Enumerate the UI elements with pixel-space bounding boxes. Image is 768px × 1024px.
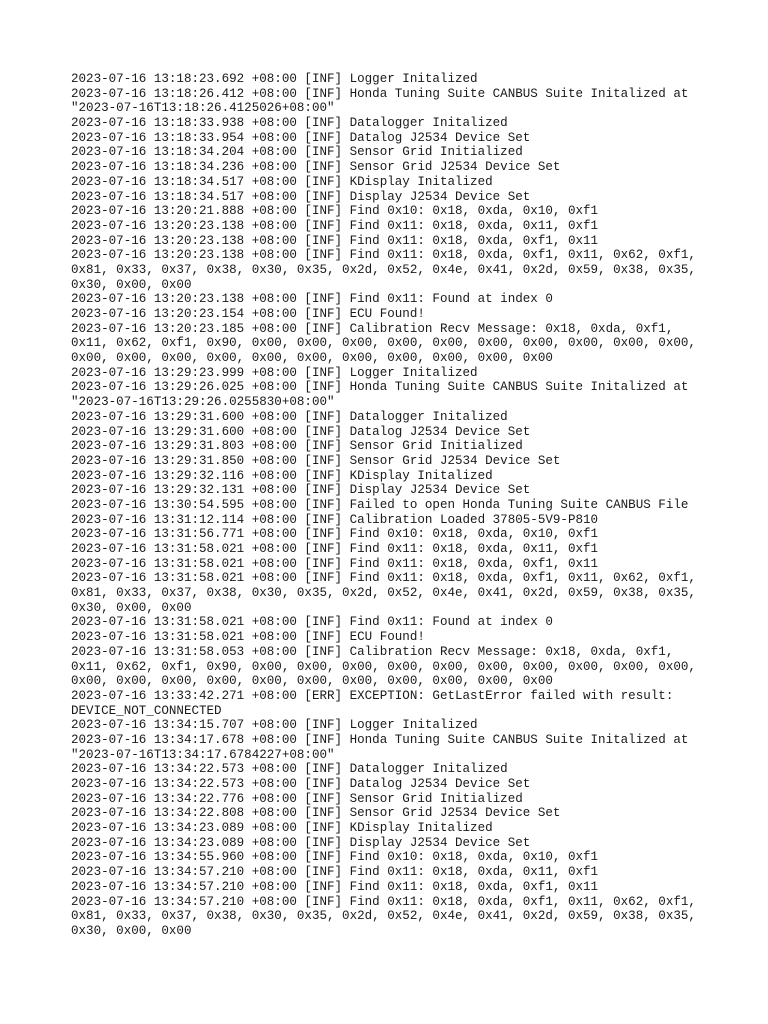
log-line: 2023-07-16 13:31:12.114 +08:00 [INF] Calibration Loaded 37805-5V9-P810 bbox=[71, 512, 599, 527]
log-line: 2023-07-16 13:29:32.116 +08:00 [INF] KDisplay Initalized bbox=[71, 468, 493, 483]
log-line: 2023-07-16 13:18:34.204 +08:00 [INF] Sensor Grid Initialized bbox=[71, 145, 523, 160]
log-line: 2023-07-16 13:34:22.573 +08:00 [INF] Datalog J2534 Device Set bbox=[71, 777, 531, 791]
log-line: 2023-07-16 13:31:58.053 +08:00 [INF] Calibration Recv Message: 0x18, 0xda, 0xf1, bbox=[71, 644, 674, 659]
log-line: 2023-07-16 13:34:57.210 +08:00 [INF] Find 0x11: 0x18, 0xda, 0x11, 0xf1 bbox=[71, 865, 599, 880]
log-line: 0x30, 0x00, 0x00 bbox=[71, 600, 192, 615]
log-line: 2023-07-16 13:34:57.210 +08:00 [INF] Find 0x11: 0x18, 0xda, 0xf1, 0x11 bbox=[71, 879, 599, 894]
log-line: 0x00, 0x00, 0x00, 0x00, 0x00, 0x00, 0x00, 0x00, 0x00, 0x00, 0x00 bbox=[71, 674, 553, 689]
log-line: "2023-07-16T13:29:26.0255830+08:00" bbox=[71, 395, 335, 410]
log-line: 2023-07-16 13:18:33.938 +08:00 [INF] Datalogger Initalized bbox=[71, 116, 508, 131]
log-line: 2023-07-16 13:31:58.021 +08:00 [INF] Find 0x11: 0x18, 0xda, 0xf1, 0x11, 0x62, 0xf1, bbox=[71, 571, 696, 586]
log-line: 2023-07-16 13:31:56.771 +08:00 [INF] Find 0x10: 0x18, 0xda, 0x10, 0xf1 bbox=[71, 527, 599, 542]
log-line: 2023-07-16 13:20:23.138 +08:00 [INF] Find 0x11: 0x18, 0xda, 0xf1, 0x11 bbox=[71, 233, 599, 248]
log-body bbox=[71, 72, 711, 939]
log-line: 2023-07-16 13:29:23.999 +08:00 [INF] Logger Initalized bbox=[71, 365, 478, 380]
log-line: 2023-07-16 13:18:26.412 +08:00 [INF] Honda Tuning Suite CANBUS Suite Initalized at bbox=[71, 86, 689, 101]
log-line: 2023-07-16 13:31:58.021 +08:00 [INF] Find 0x11: Found at index 0 bbox=[71, 615, 553, 630]
log-line: 2023-07-16 13:18:34.517 +08:00 [INF] Display J2534 Device Set bbox=[71, 189, 531, 204]
log-line: 0x81, 0x33, 0x37, 0x38, 0x30, 0x35, 0x2d, 0x52, 0x4e, 0x41, 0x2d, 0x59, 0x38, 0x35, bbox=[71, 586, 696, 601]
log-line: 2023-07-16 13:34:23.089 +08:00 [INF] KDisplay Initalized bbox=[71, 821, 493, 836]
log-line: 2023-07-16 13:29:26.025 +08:00 [INF] Honda Tuning Suite CANBUS Suite Initalized at bbox=[71, 380, 689, 395]
log-line: "2023-07-16T13:18:26.4125026+08:00" bbox=[71, 101, 335, 116]
log-line: 0x00, 0x00, 0x00, 0x00, 0x00, 0x00, 0x00, 0x00, 0x00, 0x00, 0x00 bbox=[71, 351, 553, 366]
log-line: 0x30, 0x00, 0x00 bbox=[71, 923, 192, 938]
log-line: 2023-07-16 13:29:32.131 +08:00 [INF] Display J2534 Device Set bbox=[71, 483, 531, 498]
log-line: 2023-07-16 13:31:58.021 +08:00 [INF] Find 0x11: 0x18, 0xda, 0x11, 0xf1 bbox=[71, 542, 599, 556]
log-line: 0x30, 0x00, 0x00 bbox=[71, 277, 192, 292]
log-line: "2023-07-16T13:34:17.6784227+08:00" bbox=[71, 747, 335, 762]
log-line: 2023-07-16 13:34:17.678 +08:00 [INF] Honda Tuning Suite CANBUS Suite Initalized at bbox=[71, 732, 689, 747]
log-line: 2023-07-16 13:34:55.960 +08:00 [INF] Find 0x10: 0x18, 0xda, 0x10, 0xf1 bbox=[71, 850, 599, 865]
log-line: 2023-07-16 13:34:15.707 +08:00 [INF] Logger Initalized bbox=[71, 718, 478, 733]
log-line: 2023-07-16 13:33:42.271 +08:00 [ERR] EXCEPTION: GetLastError failed with result: bbox=[71, 688, 674, 703]
log-line: 0x81, 0x33, 0x37, 0x38, 0x30, 0x35, 0x2d, 0x52, 0x4e, 0x41, 0x2d, 0x59, 0x38, 0x35, bbox=[71, 909, 696, 924]
log-page bbox=[71, 72, 711, 939]
log-line: 2023-07-16 13:34:22.776 +08:00 [INF] Sensor Grid Initialized bbox=[71, 791, 523, 806]
log-line: 2023-07-16 13:20:23.185 +08:00 [INF] Calibration Recv Message: 0x18, 0xda, 0xf1, bbox=[71, 321, 674, 336]
log-line: 2023-07-16 13:20:23.138 +08:00 [INF] Find 0x11: Found at index 0 bbox=[71, 292, 553, 307]
log-line: 2023-07-16 13:29:31.600 +08:00 [INF] Datalogger Initalized bbox=[71, 409, 508, 424]
log-line: 2023-07-16 13:20:23.138 +08:00 [INF] Find 0x11: 0x18, 0xda, 0xf1, 0x11, 0x62, 0xf1, bbox=[71, 248, 696, 263]
log-line: 2023-07-16 13:20:21.888 +08:00 [INF] Find 0x10: 0x18, 0xda, 0x10, 0xf1 bbox=[71, 204, 599, 219]
log-line: 2023-07-16 13:18:34.517 +08:00 [INF] KDisplay Initalized bbox=[71, 174, 493, 189]
log-line: 0x81, 0x33, 0x37, 0x38, 0x30, 0x35, 0x2d, 0x52, 0x4e, 0x41, 0x2d, 0x59, 0x38, 0x35, bbox=[71, 262, 696, 277]
log-line: 2023-07-16 13:34:57.210 +08:00 [INF] Find 0x11: 0x18, 0xda, 0xf1, 0x11, 0x62, 0xf1, bbox=[71, 894, 696, 909]
log-line: 2023-07-16 13:29:31.803 +08:00 [INF] Sensor Grid Initialized bbox=[71, 439, 523, 454]
log-line: 2023-07-16 13:30:54.595 +08:00 [INF] Failed to open Honda Tuning Suite CANBUS File bbox=[71, 497, 689, 512]
log-line: 2023-07-16 13:34:23.089 +08:00 [INF] Display J2534 Device Set bbox=[71, 835, 531, 850]
log-line: 0x11, 0x62, 0xf1, 0x90, 0x00, 0x00, 0x00, 0x00, 0x00, 0x00, 0x00, 0x00, 0x00, 0x00, bbox=[71, 336, 696, 351]
log-line: 2023-07-16 13:34:22.573 +08:00 [INF] Datalogger Initalized bbox=[71, 762, 508, 777]
log-line: 2023-07-16 13:18:23.692 +08:00 [INF] Logger Initalized bbox=[71, 72, 478, 86]
log-line: 2023-07-16 13:20:23.138 +08:00 [INF] Find 0x11: 0x18, 0xda, 0x11, 0xf1 bbox=[71, 218, 599, 233]
log-line: 2023-07-16 13:20:23.154 +08:00 [INF] ECU Found! bbox=[71, 307, 425, 321]
log-line: 2023-07-16 13:18:34.236 +08:00 [INF] Sensor Grid J2534 Device Set bbox=[71, 160, 561, 175]
log-line: 2023-07-16 13:29:31.600 +08:00 [INF] Datalog J2534 Device Set bbox=[71, 424, 531, 439]
log-line: 2023-07-16 13:31:58.021 +08:00 [INF] Find 0x11: 0x18, 0xda, 0xf1, 0x11 bbox=[71, 556, 599, 571]
log-line: 2023-07-16 13:31:58.021 +08:00 [INF] ECU Found! bbox=[71, 630, 425, 645]
log-line: 2023-07-16 13:34:22.808 +08:00 [INF] Sensor Grid J2534 Device Set bbox=[71, 806, 561, 821]
log-line: 2023-07-16 13:18:33.954 +08:00 [INF] Datalog J2534 Device Set bbox=[71, 130, 531, 145]
log-line: DEVICE_NOT_CONNECTED bbox=[71, 703, 222, 718]
log-line: 2023-07-16 13:29:31.850 +08:00 [INF] Sensor Grid J2534 Device Set bbox=[71, 453, 561, 468]
log-line: 0x11, 0x62, 0xf1, 0x90, 0x00, 0x00, 0x00, 0x00, 0x00, 0x00, 0x00, 0x00, 0x00, 0x00, bbox=[71, 659, 696, 674]
